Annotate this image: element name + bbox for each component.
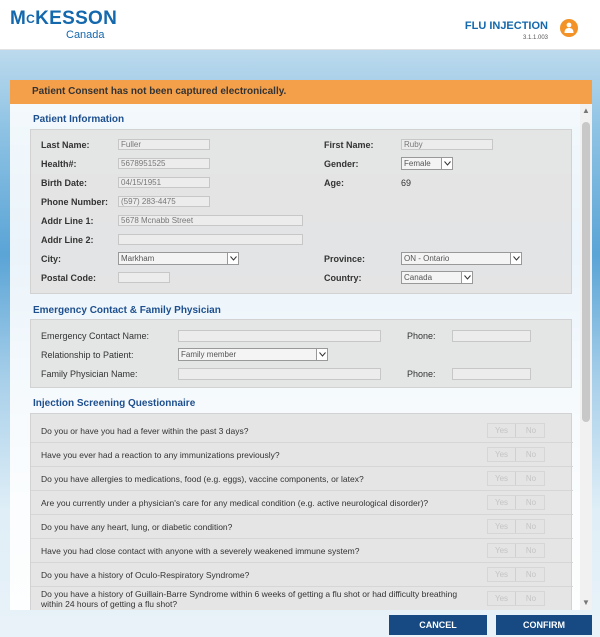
age-label: Age: xyxy=(324,178,344,188)
confirm-button[interactable]: CONFIRM xyxy=(496,615,592,635)
logo-subtitle: Canada xyxy=(66,29,105,41)
screening-question-text: Do you have any heart, lung, or diabetic condition? xyxy=(41,522,233,532)
yes-button[interactable]: Yes xyxy=(488,496,516,509)
country-select[interactable] xyxy=(401,271,473,284)
health-field[interactable]: 5678951525 xyxy=(118,158,210,169)
yes-no-toggle xyxy=(487,567,545,582)
patient-info-title: Patient Information xyxy=(33,114,125,125)
gender-label: Gender: xyxy=(324,159,359,169)
province-value: ON - Ontario xyxy=(404,254,450,263)
gender-select[interactable] xyxy=(401,157,453,170)
screening-question-row xyxy=(31,515,573,539)
scroll-up-icon[interactable]: ▲ xyxy=(582,106,590,115)
consent-banner: Patient Consent has not been captured electronically. xyxy=(10,80,592,104)
screening-question-text: Do you or have you had a fever within the past 3 days? xyxy=(41,426,249,436)
yes-button[interactable]: Yes xyxy=(488,472,516,485)
screening-question-text: Do you have allergies to medications, food (e.g. eggs), vaccine components, or latex? xyxy=(41,474,364,484)
screening-box xyxy=(30,413,572,610)
yes-button[interactable]: Yes xyxy=(488,544,516,557)
country-value: Canada xyxy=(404,273,433,282)
user-icon xyxy=(564,22,574,33)
province-label: Province: xyxy=(324,254,366,264)
no-button[interactable]: No xyxy=(525,450,537,459)
yes-no-toggle xyxy=(487,495,545,510)
yes-no-toggle xyxy=(487,591,545,606)
health-label: Health#: xyxy=(41,159,77,169)
yes-no-toggle xyxy=(487,447,545,462)
birth-date-label: Birth Date: xyxy=(41,178,88,188)
yes-button[interactable]: Yes xyxy=(488,520,516,533)
last-name-field[interactable]: Fuller xyxy=(118,139,210,150)
logo-text-sup: C xyxy=(26,12,36,26)
screening-question-text: Do you have a history of Oculo-Respiratory Syndrome? xyxy=(41,570,250,580)
physician-phone-field[interactable] xyxy=(452,368,531,380)
no-button[interactable]: No xyxy=(525,498,537,507)
yes-button[interactable]: Yes xyxy=(488,592,516,605)
screening-question-row xyxy=(31,419,573,443)
postal-code-label: Postal Code: xyxy=(41,273,97,283)
addr2-field[interactable] xyxy=(118,234,303,245)
physician-label: Family Physician Name: xyxy=(41,369,138,379)
first-name-label: First Name: xyxy=(324,140,374,150)
screening-question-text: Do you have a history of Guillain-Barre Syndrome within 6 weeks of getting a flu shot or had difficulty breathing within 24 hours of getting a flu shot? xyxy=(41,589,458,609)
emergency-contact-field[interactable] xyxy=(178,330,381,342)
phone-field[interactable]: (597) 283-4475 xyxy=(118,196,210,207)
screening-question-row xyxy=(31,443,573,467)
screening-question-text: Are you currently under a physician's care for any medical condition (e.g. active neurological disorder)? xyxy=(41,498,429,508)
physician-field[interactable] xyxy=(178,368,381,380)
chevron-down-icon xyxy=(319,352,326,357)
age-value: 69 xyxy=(401,178,412,188)
yes-no-toggle xyxy=(487,543,545,558)
screening-question-row xyxy=(31,491,573,515)
logo-text-b: KESSON xyxy=(35,8,118,29)
chevron-down-icon xyxy=(464,275,471,280)
screening-question-row xyxy=(31,467,573,491)
screening-question-row xyxy=(31,587,573,610)
last-name-label: Last Name: xyxy=(41,140,90,150)
gender-value: Female xyxy=(404,159,431,168)
relationship-select[interactable] xyxy=(178,348,328,361)
no-button[interactable]: No xyxy=(525,546,537,555)
addr1-label: Addr Line 1: xyxy=(41,216,94,226)
chevron-down-icon xyxy=(513,256,520,261)
scroll-down-icon[interactable]: ▼ xyxy=(582,598,590,607)
screening-question-row xyxy=(31,539,573,563)
chevron-down-icon xyxy=(444,161,451,166)
yes-no-toggle xyxy=(487,423,545,438)
chevron-down-icon xyxy=(230,256,237,261)
city-value: Markham xyxy=(121,254,155,263)
scrollbar[interactable] xyxy=(580,104,592,610)
yes-no-toggle xyxy=(487,471,545,486)
country-label: Country: xyxy=(324,273,362,283)
no-button[interactable]: No xyxy=(525,570,537,579)
form-panel xyxy=(10,80,592,610)
yes-no-toggle xyxy=(487,519,545,534)
emergency-box xyxy=(30,319,572,388)
postal-code-field[interactable] xyxy=(118,272,170,283)
yes-button[interactable]: Yes xyxy=(488,424,516,437)
emergency-phone-label: Phone: xyxy=(407,331,436,341)
logo-text-a: M xyxy=(10,8,27,29)
screening-question-text: Have you ever had a reaction to any immunizations previously? xyxy=(41,450,280,460)
phone-label: Phone Number: xyxy=(41,197,109,207)
yes-button[interactable]: Yes xyxy=(488,568,516,581)
no-button[interactable]: No xyxy=(525,426,537,435)
addr2-label: Addr Line 2: xyxy=(41,235,94,245)
emergency-phone-field[interactable] xyxy=(452,330,531,342)
scrollbar-thumb[interactable] xyxy=(582,122,590,422)
yes-button[interactable]: Yes xyxy=(488,448,516,461)
physician-phone-label: Phone: xyxy=(407,369,436,379)
no-button[interactable]: No xyxy=(525,474,537,483)
first-name-field[interactable]: Ruby xyxy=(401,139,493,150)
relationship-value: Family member xyxy=(181,350,237,359)
addr1-field[interactable]: 5678 Mcnabb Street xyxy=(118,215,303,226)
app-version: 3.1.1.003 xyxy=(522,35,548,41)
emergency-title: Emergency Contact & Family Physician xyxy=(33,305,221,316)
relationship-label: Relationship to Patient: xyxy=(41,350,134,360)
city-label: City: xyxy=(41,254,61,264)
patient-info-box xyxy=(30,129,572,294)
city-select[interactable] xyxy=(118,252,239,265)
screening-question-row xyxy=(31,563,573,587)
app-name: FLU INJECTION xyxy=(464,20,548,32)
mckesson-logo xyxy=(10,9,117,41)
user-menu-button[interactable] xyxy=(560,19,578,37)
no-button[interactable]: No xyxy=(525,522,537,531)
app-header xyxy=(0,0,600,50)
no-button[interactable]: No xyxy=(525,594,537,603)
emergency-contact-label: Emergency Contact Name: xyxy=(41,331,150,341)
screening-title: Injection Screening Questionnaire xyxy=(33,398,196,409)
app-title-block xyxy=(465,20,548,41)
birth-date-field[interactable]: 04/15/1951 xyxy=(118,177,210,188)
screening-question-text: Have you had close contact with anyone with a severely weakened immune system? xyxy=(41,546,360,556)
province-select[interactable] xyxy=(401,252,522,265)
cancel-button[interactable]: CANCEL xyxy=(389,615,487,635)
